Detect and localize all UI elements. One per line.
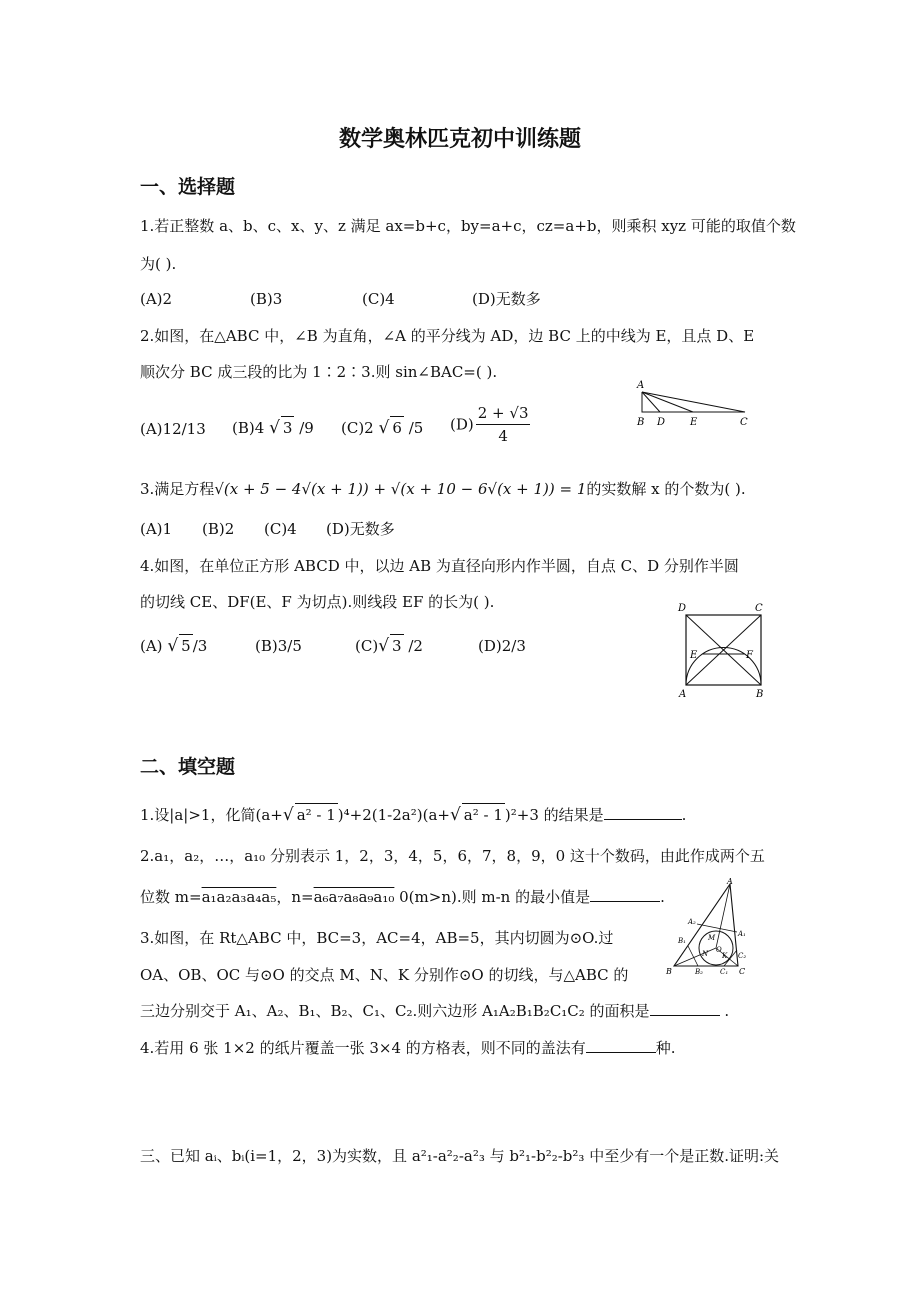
answer-blank — [650, 1001, 720, 1016]
figure-label: C — [755, 603, 763, 614]
figure-label: C₁ — [720, 968, 729, 976]
q4-option-a: (A) √ 5 /3 — [140, 636, 208, 656]
figure-label: K — [722, 952, 728, 960]
figure-label: A₁ — [738, 930, 746, 938]
figure-label: D — [678, 603, 687, 614]
q4-option-c: (C)√ 3 /2 — [355, 636, 423, 656]
s2-q3-line2: OA、OB、OC 与⊙O 的交点 M、N、K 分别作⊙O 的切线，与△ABC 的 — [140, 966, 629, 984]
figure-label: B₁ — [678, 937, 686, 945]
s2-q3-incircle-figure — [664, 876, 754, 976]
s2-q2-line1: 2.a₁，a₂，…，a₁₀ 分别表示 1，2，3，4，5，6，7，8，9，0 这十个数码，由此作成两个五 — [140, 847, 765, 865]
figure-label: B₂ — [695, 968, 703, 976]
answer-blank — [604, 805, 682, 820]
figure-label: F — [746, 650, 753, 661]
q1-line2: 为( ). — [140, 255, 177, 273]
s2-q3-line3: 三边分别交于 A₁、A₂、B₁、B₂、C₁、C₂.则六边形 A₁A₂B₁B₂C₁C₂ 的面积是 . — [140, 1002, 730, 1020]
figure-label: E — [690, 417, 698, 428]
q1-line1: 1.若正整数 a、b、c、x、y、z 满足 ax=b+c，by=a+c，cz=a+b，则乘积 xyz 可能的取值个数 — [140, 217, 796, 235]
s2-q2-line2: 位数 m=a₁a₂a₃a₄a₅，n=a₆a₇a₈a₉a₁₀ 0(m>n).则 m-n 的最小值是 . — [140, 888, 665, 906]
q1-option-c: (C)4 — [362, 290, 395, 308]
q3-option-b: (B)2 — [202, 520, 235, 538]
figure-label: A — [637, 380, 645, 391]
q3-option-a: (A)1 — [140, 520, 173, 538]
s2-q1-line: 1.设|a|>1，化简(a+√ a² - 1 )⁴+2(1-2a²)(a+√ a² - 1 )²+3 的结果是 . — [140, 805, 687, 825]
q1-option-b: (B)3 — [250, 290, 283, 308]
figure-label: B — [756, 689, 764, 700]
s2-q3-line1: 3.如图，在 Rt△ABC 中，BC=3，AC=4，AB=5，其内切圆为⊙O.过 — [140, 929, 614, 947]
figure-label: A — [727, 877, 733, 886]
q1-option-d: (D)无数多 — [472, 290, 541, 308]
figure-label: C — [739, 967, 746, 976]
q2-option-a: (A)12/13 — [140, 420, 206, 438]
figure-label: C₂ — [738, 952, 747, 960]
page-title: 数学奥林匹克初中训练题 — [338, 127, 581, 152]
figure-label: O — [716, 946, 722, 954]
q2-option-b: (B)4 √ 3 /9 — [232, 418, 314, 438]
q3-option-d: (D)无数多 — [326, 520, 395, 538]
q2-triangle-figure — [630, 378, 755, 428]
q2-option-c: (C)2 √ 6 /5 — [341, 418, 424, 438]
q2-option-d: (D) $\frac{2 + √3}{4}$ — [450, 404, 529, 445]
q3-equation: √(x + 5 − 4√(x + 1)) + √(x + 10 − 6√(x + 1)) = 1 — [214, 480, 587, 498]
figure-label: D — [657, 417, 666, 428]
q4-option-d: (D)2/3 — [478, 637, 526, 655]
q4-line1: 4.如图，在单位正方形 ABCD 中，以边 AB 为直径向形内作半圆，自点 C、D 分别作半圆 — [140, 557, 739, 575]
q4-line2: 的切线 CE、DF(E、F 为切点).则线段 EF 的长为( ). — [140, 593, 495, 611]
figure-label: A — [679, 689, 687, 700]
figure-label: B — [666, 967, 672, 976]
figure-label: N — [702, 950, 709, 958]
q2-line1: 2.如图，在△ABC 中，∠B 为直角，∠A 的平分线为 AD，边 BC 上的中线为 E，且点 D、E — [140, 327, 755, 345]
figure-label: C — [740, 417, 748, 428]
q3-option-c: (C)4 — [264, 520, 297, 538]
q1-option-a: (A)2 — [140, 290, 173, 308]
section-heading-fill: 二、填空题 — [140, 756, 236, 778]
q2-line2: 顺次分 BC 成三段的比为 1∶2∶3.则 sin∠BAC=( ). — [140, 363, 498, 381]
answer-blank — [590, 887, 660, 902]
figure-label: E — [690, 650, 698, 661]
figure-label: A₂ — [688, 918, 696, 926]
s2-q4-line: 4.若用 6 张 1×2 的纸片覆盖一张 3×4 的方格表，则不同的盖法有 种. — [140, 1039, 676, 1057]
s3-line1: 三、已知 aᵢ、bᵢ(i=1，2，3)为实数，且 a²₁-a²₂-a²₃ 与 b²₁-b²₂-b²₃ 中至少有一个是正数.证明:关 — [140, 1147, 780, 1165]
figure-label: B — [637, 417, 645, 428]
section-heading-choice: 一、选择题 — [140, 176, 236, 198]
q4-square-figure — [676, 600, 776, 700]
q4-option-b: (B)3/5 — [255, 637, 302, 655]
answer-blank — [586, 1038, 656, 1053]
q3-equation-line: 3.满足方程√(x + 5 − 4√(x + 1)) + √(x + 10 − 6√(x + 1)) = 1的实数解 x 的个数为( ). — [140, 480, 746, 498]
figure-label: M — [708, 934, 716, 942]
